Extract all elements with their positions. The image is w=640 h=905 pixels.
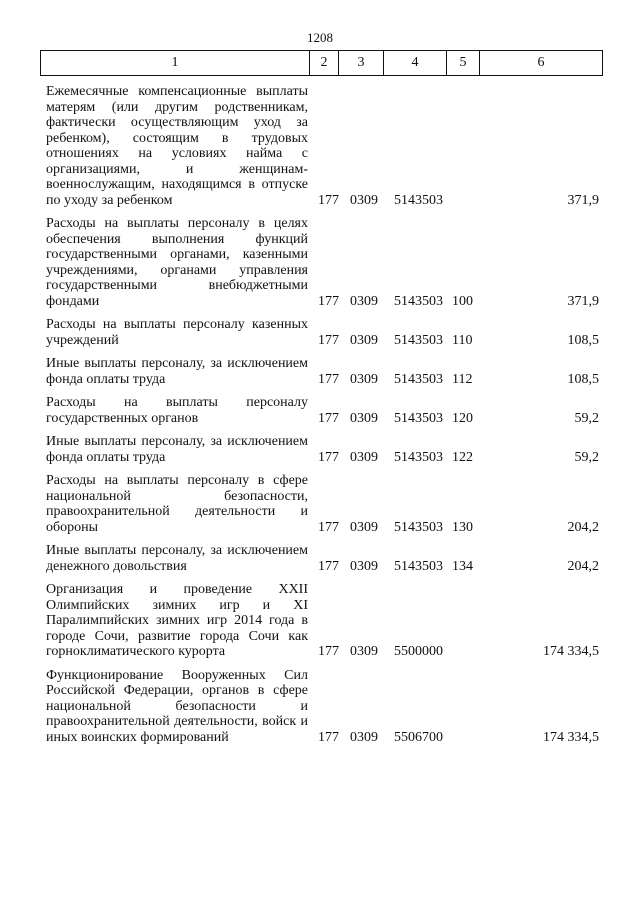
row-description: Функционирование Вооруженных Сил Российской Федерации, органов в сфере национальной безопасности и правоохранительной деятельности, войск и иных воинских формирований <box>46 667 308 745</box>
table-header <box>40 50 603 76</box>
table-row <box>0 395 640 426</box>
ministry-code: 177 <box>318 293 339 309</box>
row-codes <box>0 294 640 310</box>
section-code: 0309 <box>350 192 378 208</box>
section-code: 0309 <box>350 332 378 348</box>
row-codes <box>0 193 640 209</box>
ministry-code: 177 <box>318 729 339 745</box>
amount: 174 334,5 <box>543 729 599 745</box>
amount: 108,5 <box>567 332 599 348</box>
header-col-1: 1 <box>41 51 310 76</box>
row-description: Иные выплаты персоналу, за исключением фонда оплаты труда <box>46 356 308 387</box>
row-description: Организация и проведение XXII Олимпийских зимних игр и XI Паралимпийских зимних игр 2014 года в городе Сочи, развитие города Сочи как горноклиматического курорта <box>46 582 308 659</box>
ministry-code: 177 <box>318 332 339 348</box>
target-article-code: 5143503 <box>394 332 443 348</box>
target-article-code: 5143503 <box>394 293 443 309</box>
table-row <box>0 216 640 309</box>
row-codes <box>0 520 640 536</box>
expense-type-code: 122 <box>452 449 473 465</box>
row-description: Расходы на выплаты персоналу в целях обеспечения выполнения функций государственными органами, казенными учреждениями, органами управления государственными внебюджетными фондами <box>46 216 308 309</box>
section-code: 0309 <box>350 410 378 426</box>
row-codes <box>0 730 640 746</box>
target-article-code: 5143503 <box>394 371 443 387</box>
table-row <box>0 543 640 574</box>
section-code: 0309 <box>350 293 378 309</box>
table-row <box>0 473 640 535</box>
table-row <box>0 317 640 348</box>
target-article-code: 5143503 <box>394 558 443 574</box>
section-code: 0309 <box>350 729 378 745</box>
amount: 204,2 <box>567 558 599 574</box>
target-article-code: 5143503 <box>394 410 443 426</box>
amount: 371,9 <box>567 293 599 309</box>
table-body <box>0 84 640 753</box>
amount: 59,2 <box>574 410 599 426</box>
amount: 59,2 <box>574 449 599 465</box>
row-codes <box>0 450 640 466</box>
header-col-4: 4 <box>384 51 447 76</box>
section-code: 0309 <box>350 558 378 574</box>
target-article-code: 5143503 <box>394 192 443 208</box>
page-number: 1208 <box>307 30 333 45</box>
row-description: Иные выплаты персоналу, за исключением денежного довольствия <box>46 543 308 574</box>
ministry-code: 177 <box>318 371 339 387</box>
row-codes <box>0 333 640 349</box>
table-row <box>0 434 640 465</box>
ministry-code: 177 <box>318 449 339 465</box>
target-article-code: 5500000 <box>394 644 443 659</box>
row-description: Расходы на выплаты персоналу казенных учреждений <box>46 317 308 348</box>
row-description: Иные выплаты персоналу, за исключением фонда оплаты труда <box>46 434 308 465</box>
amount: 174 334,5 <box>543 644 599 659</box>
row-codes <box>0 411 640 427</box>
expense-type-code: 112 <box>452 371 473 387</box>
row-codes <box>0 644 640 660</box>
target-article-code: 5506700 <box>394 729 443 745</box>
amount: 204,2 <box>567 519 599 535</box>
header-col-6: 6 <box>480 51 603 76</box>
amount: 108,5 <box>567 371 599 387</box>
target-article-code: 5143503 <box>394 519 443 535</box>
table-row <box>0 356 640 387</box>
target-article-code: 5143503 <box>394 449 443 465</box>
row-description: Расходы на выплаты персоналу государственных органов <box>46 395 308 426</box>
ministry-code: 177 <box>318 644 339 659</box>
table-row <box>0 668 640 746</box>
section-code: 0309 <box>350 449 378 465</box>
ministry-code: 177 <box>318 192 339 208</box>
header-col-2: 2 <box>310 51 339 76</box>
section-code: 0309 <box>350 519 378 535</box>
section-code: 0309 <box>350 371 378 387</box>
row-description: Расходы на выплаты персоналу в сфере национальной безопасности, правоохранительной деятельности и обороны <box>46 473 308 535</box>
header-col-3: 3 <box>339 51 384 76</box>
row-codes <box>0 372 640 388</box>
expense-type-code: 110 <box>452 332 473 348</box>
ministry-code: 177 <box>318 519 339 535</box>
table-row <box>0 582 640 660</box>
row-description: Ежемесячные компенсационные выплаты матерям (или другим родственникам, фактически осуществляющим уход за ребенком), состоящим в трудовых отношениях на условиях найма с организациями, и женщинам-военнослужащим, находящимся в отпуске по уходу за ребенком <box>46 84 308 208</box>
expense-type-code: 100 <box>452 293 473 309</box>
table-row <box>0 84 640 208</box>
expense-type-code: 120 <box>452 410 473 426</box>
amount: 371,9 <box>567 192 599 208</box>
section-code: 0309 <box>350 644 378 659</box>
header-col-5: 5 <box>447 51 480 76</box>
expense-type-code: 130 <box>452 519 473 535</box>
row-codes <box>0 559 640 575</box>
ministry-code: 177 <box>318 410 339 426</box>
expense-type-code: 134 <box>452 558 473 574</box>
ministry-code: 177 <box>318 558 339 574</box>
